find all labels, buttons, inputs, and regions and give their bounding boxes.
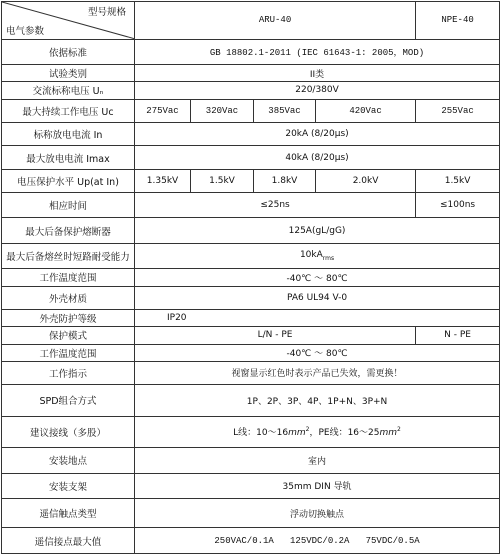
row-up (2, 169, 500, 192)
site-value: 室内 (135, 448, 500, 473)
mode-aru: L/N - PE (135, 327, 416, 344)
uc-value: 385Vac (254, 99, 316, 122)
row-un (2, 82, 500, 99)
row-wiring (2, 416, 500, 448)
indicator-label: 工作指示 (2, 361, 135, 384)
fuse-value: 125A(gL/gG) (135, 218, 500, 243)
wiring-pe-sq: 2 (397, 426, 401, 434)
model-aru: ARU-40 (135, 2, 416, 40)
short-circuit-sub: rms (322, 254, 335, 262)
up-value: 2.0kV (316, 169, 416, 192)
uc-label: 最大持续工作电压 Uc (2, 99, 135, 122)
short-circuit-value (135, 243, 500, 268)
temp2-value: -40℃ ～ 80℃ (135, 344, 500, 361)
spd-value: 1P、2P、3P、4P、1P+N、3P+N (135, 385, 500, 417)
up-value: 1.5kV (416, 169, 500, 192)
test-class-label: 试验类别 (2, 65, 135, 82)
row-short-circuit (2, 243, 500, 268)
material-value: PA6 UL94 V-0 (135, 286, 500, 309)
in-value: 20kA (8/20μs) (135, 122, 500, 145)
wiring-l-prefix: L线：10～16 (233, 428, 289, 439)
uc-value: 255Vac (416, 99, 500, 122)
in-label: 标称放电电流 In (2, 122, 135, 145)
wiring-pe-prefix: ，PE线：16～25 (309, 428, 380, 439)
row-mode (2, 327, 500, 344)
spec-table (1, 1, 500, 554)
response-label: 相应时间 (2, 193, 135, 218)
bracket-value: 35mm DIN 导轨 (135, 473, 500, 498)
temp2-label: 工作温度范围 (2, 344, 135, 361)
wiring-pe-unit: mm (379, 428, 398, 439)
contact-type-value: 浮动切换触点 (135, 498, 500, 527)
bracket-label: 安装支架 (2, 473, 135, 498)
uc-value: 275Vac (135, 99, 191, 122)
uc-value: 320Vac (191, 99, 254, 122)
response-aru: ≤25ns (135, 193, 416, 218)
row-imax (2, 146, 500, 169)
ip-text: IP20 (167, 313, 187, 324)
mode-label: 保护模式 (2, 327, 135, 344)
standard-value: GB 18802.1-2011 (IEC 61643-1: 2005，MOD) (135, 39, 500, 64)
row-indicator (2, 361, 500, 384)
standard-label: 依据标准 (2, 39, 135, 64)
up-label: 电压保护水平 Up(at In) (2, 169, 135, 192)
row-material (2, 286, 500, 309)
test-class-value: II类 (135, 65, 500, 82)
wiring-value (135, 416, 500, 448)
up-value: 1.5kV (191, 169, 254, 192)
short-circuit-label: 最大后备熔丝时短路耐受能力 (2, 243, 135, 268)
up-value: 1.8kV (254, 169, 316, 192)
fuse-label: 最大后备保护熔断器 (2, 218, 135, 243)
row-bracket (2, 473, 500, 498)
elec-params-label: 电气参数 (6, 25, 45, 37)
wiring-l-unit: mm (288, 428, 306, 439)
short-circuit-main: 10kA (299, 250, 323, 261)
ip-label: 外壳防护等级 (2, 309, 135, 326)
row-spd (2, 385, 500, 417)
contact-type-label: 遥信触点类型 (2, 498, 135, 527)
row-ip (2, 309, 500, 326)
temp1-label: 工作温度范围 (2, 269, 135, 286)
row-standard (2, 39, 500, 64)
site-label: 安装地点 (2, 448, 135, 473)
un-value: 220/380V (135, 82, 500, 99)
spd-label: SPD组合方式 (2, 385, 135, 417)
wiring-l-sq: 2 (305, 426, 310, 434)
contact-max-value: 250VAC/0.1A 125VDC/0.2A 75VDC/0.5A (135, 528, 500, 554)
mode-npe: N - PE (416, 327, 500, 344)
row-fuse (2, 218, 500, 243)
up-value: 1.35kV (135, 169, 191, 192)
model-spec-label: 型号规格 (87, 7, 126, 18)
row-site (2, 448, 500, 473)
un-label: 交流标称电压 Uₙ (2, 82, 135, 99)
contact-max-label: 遥信接点最大值 (2, 528, 135, 554)
row-uc (2, 99, 500, 122)
wiring-label: 建议接线（多股） (2, 416, 135, 448)
row-temp2 (2, 344, 500, 361)
response-npe: ≤100ns (416, 193, 500, 218)
row-test-class (2, 65, 500, 82)
ip-value (135, 309, 500, 326)
indicator-value: 视窗显示红色时表示产品已失效，需更换！ (135, 361, 500, 384)
material-label: 外壳材质 (2, 286, 135, 309)
temp1-value: -40℃ ～ 80℃ (135, 269, 500, 286)
imax-value: 40kA (8/20μs) (135, 146, 500, 169)
row-in (2, 122, 500, 145)
row-temp1 (2, 269, 500, 286)
model-npe: NPE-40 (416, 2, 500, 40)
row-contact-max (2, 528, 500, 554)
imax-label: 最大放电电流 Imax (2, 146, 135, 169)
row-response (2, 193, 500, 218)
header-row (2, 2, 500, 40)
uc-value: 420Vac (316, 99, 416, 122)
header-diagonal-cell (2, 2, 135, 40)
row-contact-type (2, 498, 500, 527)
